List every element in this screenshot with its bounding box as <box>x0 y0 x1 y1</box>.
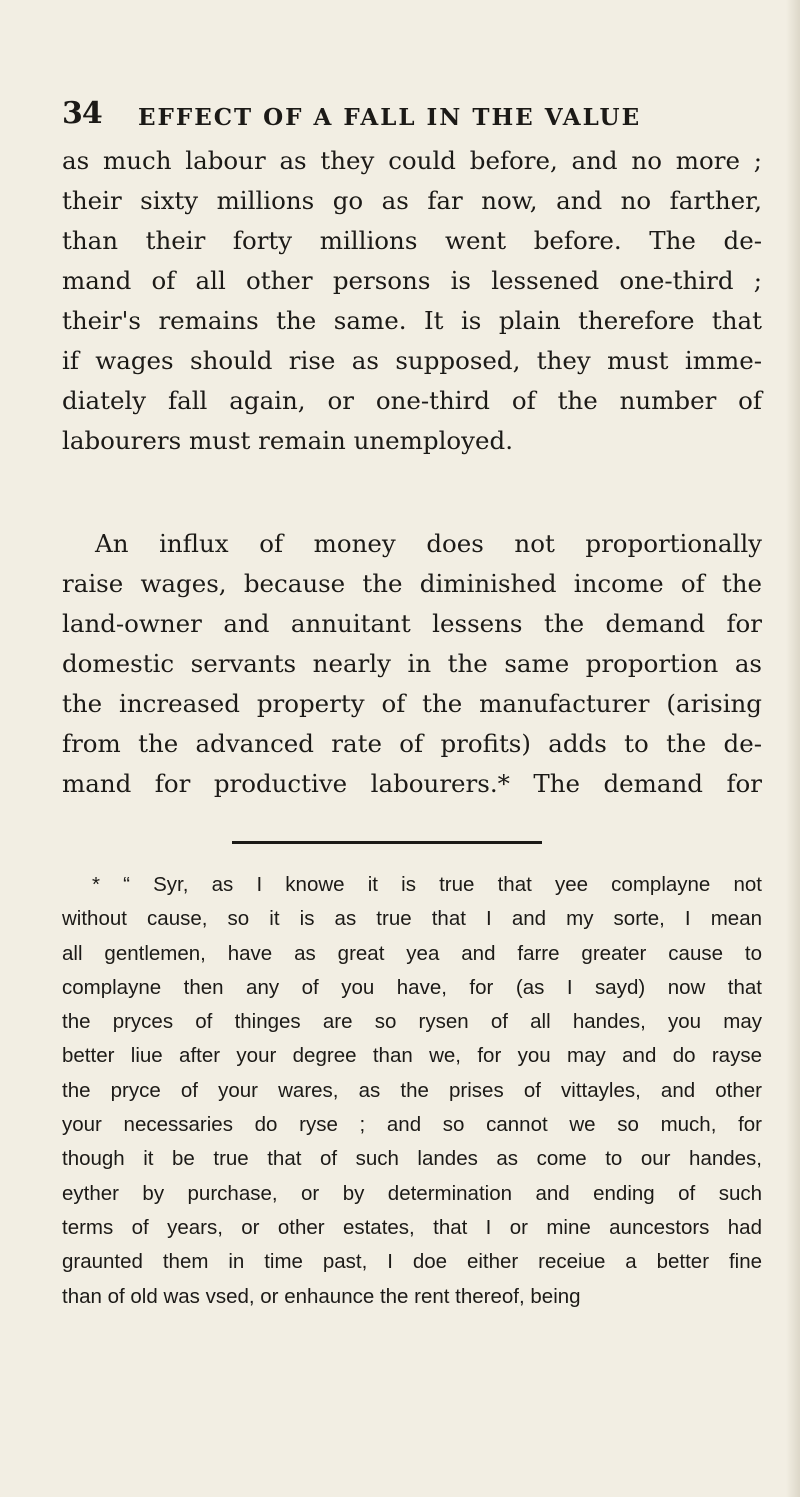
footnote-line: without cause, so it is as true that I and my sorte, I mean <box>62 907 762 931</box>
footnote-line: * “ Syr, as I knowe it is true that yee complayne not <box>92 873 762 896</box>
footnote-line: though it be true that of such landes as come to our handes, <box>62 1147 762 1171</box>
page-edge-shadow <box>786 0 800 1497</box>
footnote-divider <box>232 841 542 844</box>
text-line: An influx of money does not proportionally <box>95 529 762 558</box>
text-line: their sixty millions go as far now, and no farther, <box>62 186 762 215</box>
text-line: diately fall again, or one-third of the number of <box>62 386 762 415</box>
text-line: mand of all other persons is lessened one-third ; <box>62 266 762 295</box>
paragraph-2 <box>62 524 762 804</box>
footnote-line: than of old was vsed, or enhaunce the rent thereof, being <box>62 1284 581 1308</box>
footnote-line: the pryce of your wares, as the prises of vittayles, and other <box>62 1078 762 1102</box>
text-line: if wages should rise as supposed, they must imme- <box>62 346 762 375</box>
text-line: from the advanced rate of profits) adds to the de- <box>62 729 762 758</box>
text-line: than their forty millions went before. The de- <box>62 226 762 255</box>
text-line: land-owner and annuitant lessens the demand for <box>62 609 762 638</box>
page-header <box>62 96 762 136</box>
paragraph-1 <box>62 141 762 461</box>
text-line: labourers must remain unemployed. <box>62 426 513 455</box>
text-line: as much labour as they could before, and no more ; <box>62 146 762 175</box>
footnote-line: your necessaries do ryse ; and so cannot we so much, for <box>62 1113 762 1137</box>
footnote <box>62 868 762 1314</box>
footnote-line: complayne then any of you have, for (as I sayd) now that <box>62 975 762 999</box>
text-line: domestic servants nearly in the same proportion as <box>62 649 762 678</box>
text-line: the increased property of the manufacturer (arising <box>62 689 762 718</box>
footnote-line: all gentlemen, have as great yea and farre greater cause to <box>62 941 762 965</box>
page-number: 34 <box>62 96 102 131</box>
running-head: EFFECT OF A FALL IN THE VALUE <box>138 104 642 131</box>
footnote-line: the pryces of thinges are so rysen of all handes, you may <box>62 1010 762 1034</box>
footnote-line: eyther by purchase, or by determination and ending of such <box>62 1181 762 1205</box>
footnote-line: terms of years, or other estates, that I or mine auncestors had <box>62 1215 762 1239</box>
text-line: raise wages, because the diminished income of the <box>62 569 762 598</box>
text-line: mand for productive labourers.* The demand for <box>62 769 762 798</box>
text-line: their's remains the same. It is plain therefore that <box>62 306 762 335</box>
footnote-line: better liue after your degree than we, for you may and do rayse <box>62 1044 762 1068</box>
footnote-line: graunted them in time past, I doe either receiue a better fine <box>62 1250 762 1274</box>
